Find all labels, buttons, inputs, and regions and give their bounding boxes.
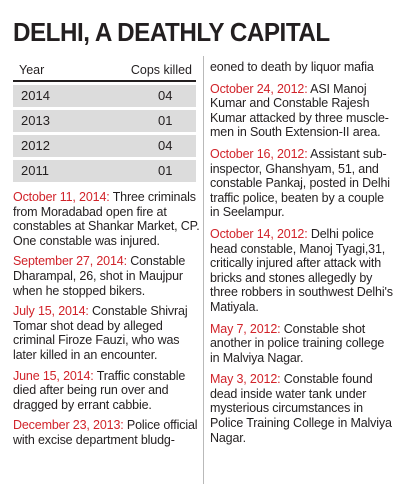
header-year: Year [19, 63, 45, 77]
incident-date: December 23, 2013: [13, 418, 124, 433]
column-divider [203, 56, 204, 484]
incident-entry [210, 372, 396, 445]
incident-entry [210, 227, 396, 315]
incident-date: June 15, 2014: [13, 368, 94, 383]
table-row [13, 160, 196, 182]
incident-text: Police official with excise department bludg- [13, 418, 198, 447]
incident-date: October 11, 2014: [13, 190, 110, 204]
incident-entry [13, 254, 201, 298]
left-entries [13, 190, 201, 448]
incident-entry [13, 369, 201, 413]
row-cops-killed: 04 [158, 88, 173, 103]
incident-text: Constable Dharampal, 26, shot in Maujpur when he stopped bikers. [13, 254, 186, 298]
incident-entry [13, 418, 201, 447]
incident-date: October 14, 2012: [210, 226, 308, 241]
incident-text: ASI Manoj Kumar and Constable Rajesh Kumar attacked by three muscle-men in South Extension-II area. [210, 81, 389, 140]
incident-date: May 7, 2012: [210, 321, 281, 336]
row-cops-killed: 01 [158, 113, 173, 128]
row-cops-killed: 04 [158, 138, 173, 153]
header-cops-killed: Cops killed [130, 63, 192, 77]
incident-text: Traffic constable died after being run over and dragged by errant cabbie. [13, 368, 186, 412]
incident-entry [210, 322, 396, 366]
incident-text: Assistant sub-inspector, Ghanshyam, 51, and constable Pankaj, posted in Delhi traffic police, beaten by a couple in Seelampur. [210, 146, 390, 220]
incident-date: May 3, 2012: [210, 372, 281, 387]
incident-entry [13, 304, 201, 362]
incident-text: Delhi police head constable, Manoj Tyagi,31, critically injured after attack with bricks and stones allegedly by three robbers in southwest Delhi's Matiyala. [210, 226, 393, 314]
incident-entry [13, 190, 201, 248]
table-row [13, 135, 196, 157]
incident-entry [210, 147, 396, 220]
row-year: 2012 [21, 138, 50, 153]
left-column [13, 60, 201, 454]
row-cops-killed: 01 [158, 163, 173, 178]
row-year: 2011 [21, 163, 49, 178]
cops-killed-table [13, 60, 201, 182]
incident-date: October 24, 2012: [210, 81, 308, 96]
incident-date: September 27, 2014: [13, 254, 127, 269]
incident-date: October 16, 2012: [210, 146, 308, 161]
right-column [210, 60, 396, 452]
incident-text: Constable Shivraj Tomar shot dead by alleged criminal Firoze Fauzi, who was later killed in an encounter. [13, 304, 188, 362]
incident-continuation: eoned to death by liquor mafia [210, 60, 374, 74]
table-header [13, 60, 196, 82]
table-row [13, 110, 196, 132]
incident-text: Constable found dead inside water tank under mysterious circumstances in Police Training College in Malviya Nagar. [210, 372, 392, 445]
incident-text: Constable shot another in police training college in Malviya Nagar. [210, 321, 385, 365]
incident-date: July 15, 2014: [13, 304, 89, 319]
row-year: 2014 [21, 88, 50, 103]
row-year: 2013 [21, 113, 50, 128]
page-title: DELHI, A DEATHLY CAPITAL [13, 17, 330, 47]
incident-entry [210, 82, 396, 140]
table-row [13, 85, 196, 107]
incident-text: Three criminals from Moradabad open fire at constables at Shankar Market, CP. One constable was injured. [13, 190, 200, 248]
